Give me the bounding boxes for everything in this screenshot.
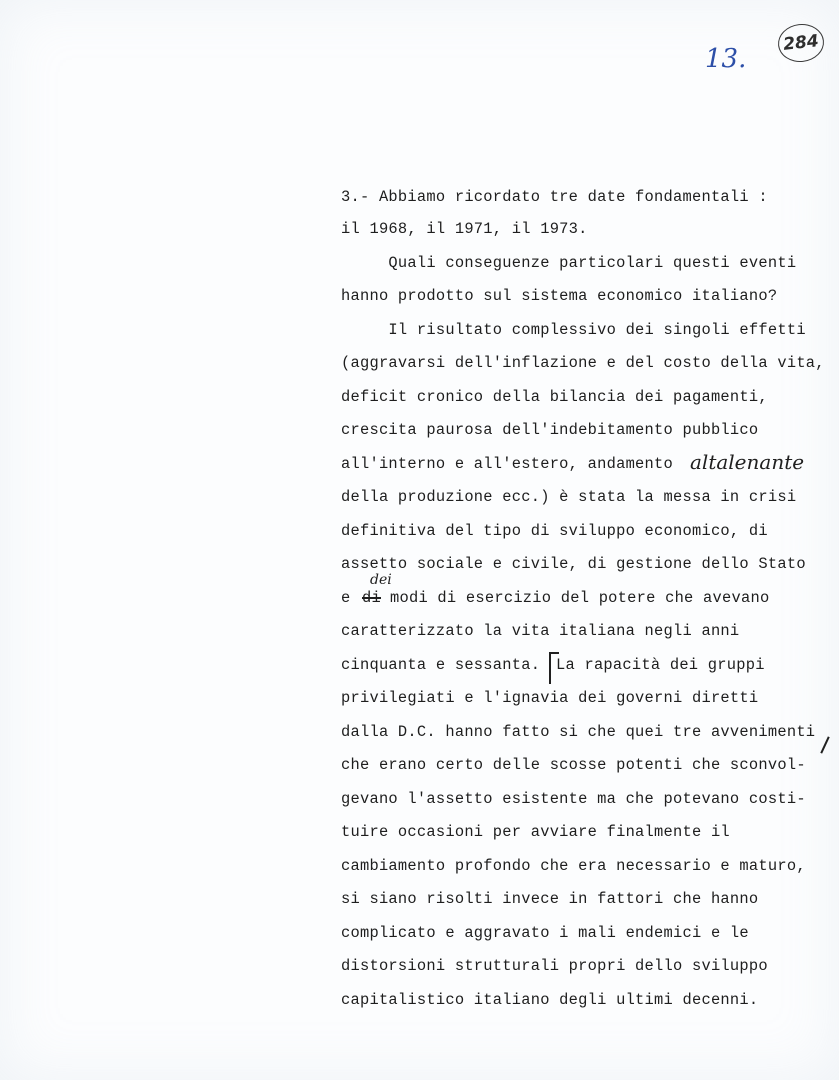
text-line: crescita paurosa dell'indebitamento pubblico [341, 421, 759, 439]
text-line: definitiva del tipo di sviluppo economico, di [341, 522, 768, 540]
text-line: e [341, 589, 351, 607]
struck-word: di [362, 589, 381, 607]
text-line-tail: modi di esercizio del potere che avevano [390, 589, 770, 607]
text-line: capitalistico italiano degli ultimi decenni. [341, 991, 759, 1009]
text-line: (aggravarsi dell'inflazione e del costo della vita, [341, 354, 825, 372]
text-line: Il risultato complessivo dei singoli effetti [341, 321, 806, 339]
handwritten-insertion: altalenante [690, 450, 805, 474]
text-line: all'interno e all'estero, andamento [341, 455, 674, 473]
text-line: della produzione ecc.) è stata la messa in crisi [341, 488, 797, 506]
text-line: Quali conseguenze particolari questi eventi [341, 254, 797, 272]
text-line: complicato e aggravato i mali endemici e le [341, 924, 749, 942]
text-line: assetto sociale e civile, di gestione dello Stato [341, 555, 806, 573]
text-line-tail: La rapacità dei gruppi [556, 656, 765, 674]
handwritten-page-number: 13. [705, 44, 747, 74]
handwritten-comma-mark [820, 736, 829, 753]
text-line: caratterizzato la vita italiana negli anni [341, 622, 740, 640]
handwritten-correction: dei [370, 572, 392, 588]
text-line: si siano risolti invece in fattori che hanno [341, 890, 759, 908]
text-line: dalla D.C. hanno fatto si che quei tre avvenimenti [341, 723, 816, 741]
text-line: tuire occasioni per avviare finalmente il [341, 823, 730, 841]
archive-page-stamp: 284 [776, 22, 826, 65]
text-line: hanno prodotto sul sistema economico italiano? [341, 287, 778, 305]
text-line: 3.- Abbiamo ricordato tre date fondamentali : [341, 188, 768, 206]
text-line: privilegiati e l'ignavia dei governi diretti [341, 689, 759, 707]
text-line: cinquanta e sessanta. [341, 656, 541, 674]
text-line: che erano certo delle scosse potenti che sconvol- [341, 756, 806, 774]
text-line: gevano l'assetto esistente ma che potevano costi- [341, 790, 806, 808]
text-line: cambiamento profondo che era necessario e maturo, [341, 857, 806, 875]
text-line: il 1968, il 1971, il 1973. [341, 220, 588, 238]
text-line: deficit cronico della bilancia dei pagamenti, [341, 388, 768, 406]
text-line: distorsioni strutturali propri dello sviluppo [341, 957, 768, 975]
